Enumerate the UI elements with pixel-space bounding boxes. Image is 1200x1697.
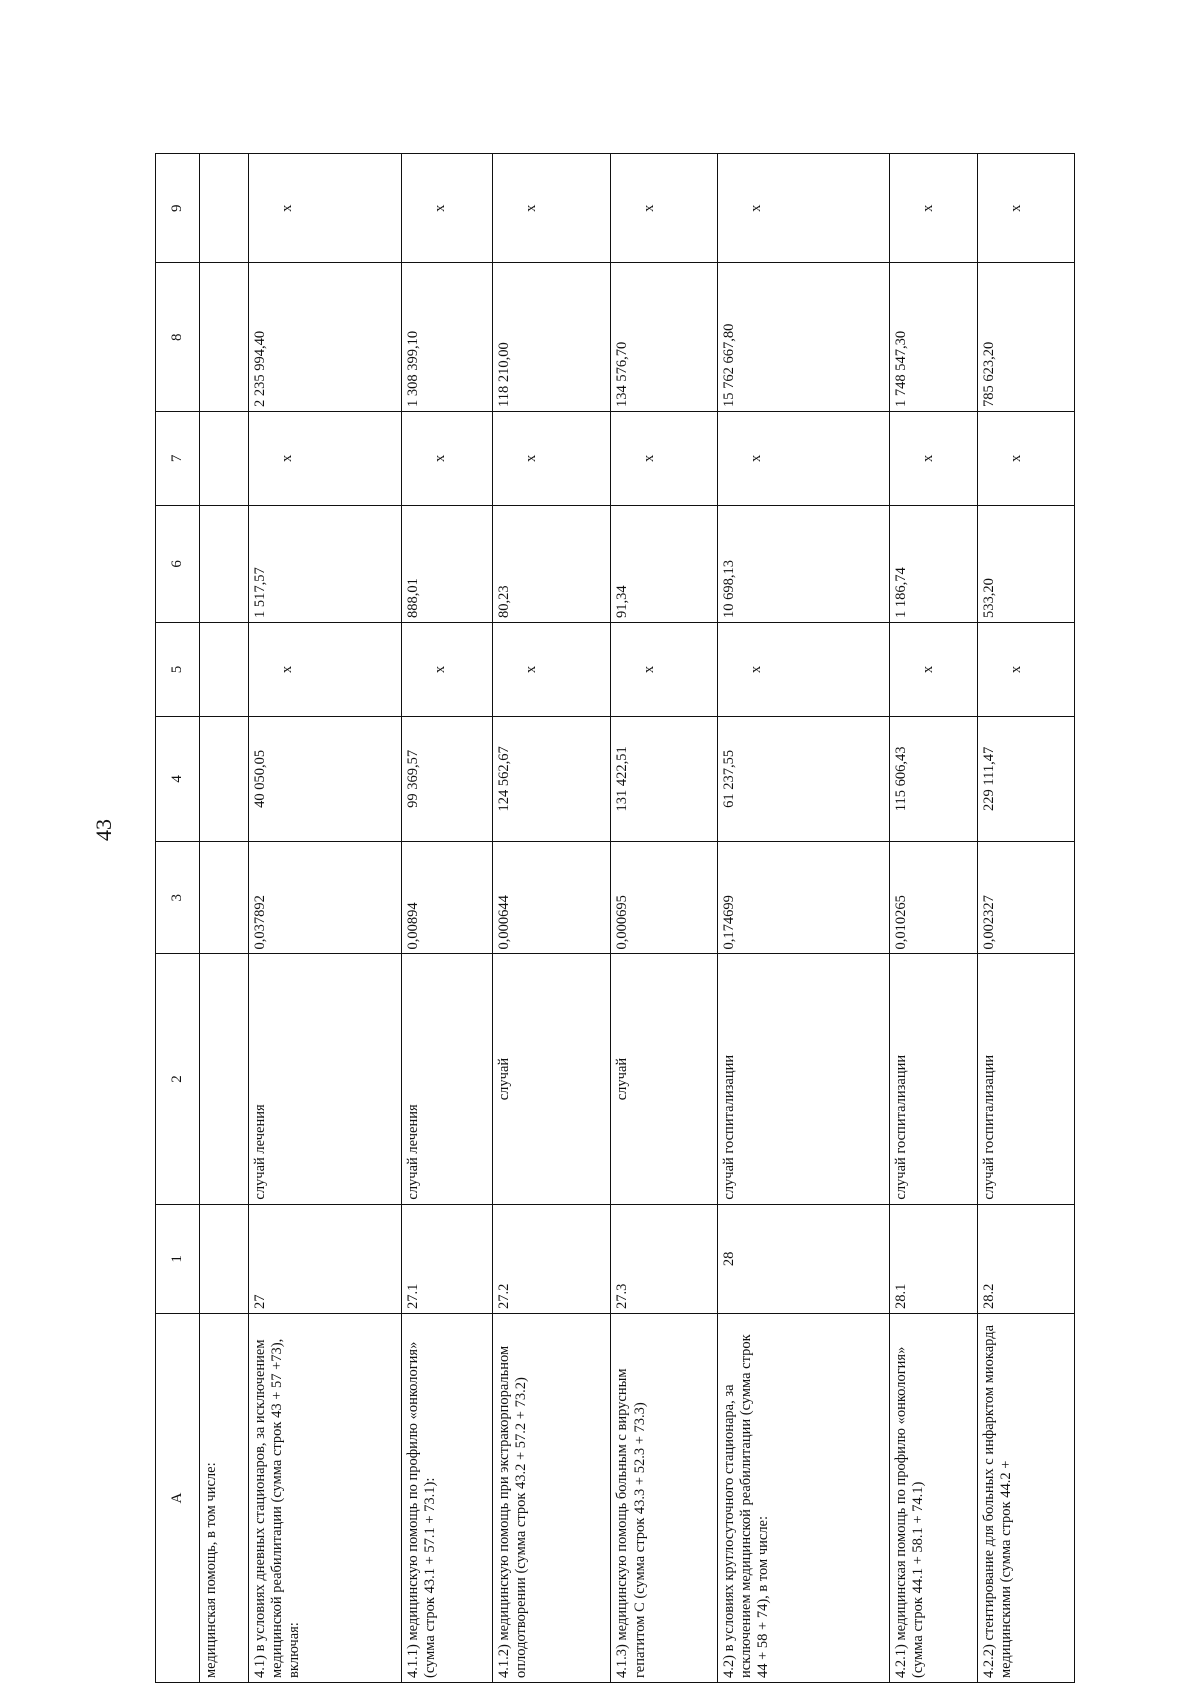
cell-col-4: 40 050,05 (248, 716, 401, 841)
cell-col-2: случай (611, 954, 718, 1204)
cell-col-8: 785 623,20 (978, 263, 1075, 412)
table-row (889, 154, 978, 1683)
row-label: 4.1.2) медицинскую помощь при экстракорпоральном оплодотворении (сумма строк 43.2 + 57.2 + 73.2) (492, 1314, 611, 1683)
cell-col-2: случай лечения (248, 954, 401, 1204)
cell-col-4 (200, 716, 248, 841)
table-row (718, 154, 889, 1683)
cell-col-9: х (978, 154, 1075, 263)
cell-col-8: 2 235 994,40 (248, 263, 401, 412)
header-cell-2: 2 (156, 954, 200, 1204)
cell-col-6: 91,34 (611, 505, 718, 622)
table-row (200, 154, 248, 1683)
row-label: 4.2) в условиях круглосуточного стационара, за исключением медицинской реабилитации (сумма строк 44 + 58 + 74), в том числе: (718, 1314, 889, 1683)
row-label: 4.1.1) медицинскую помощь по профилю «онкология» (сумма строк 43.1 + 57.1 + 73.1): (401, 1314, 492, 1683)
page-number: 43 (91, 819, 116, 841)
cell-col-5: х (401, 623, 492, 717)
cell-col-5: х (718, 623, 889, 717)
cell-col-1: 27.1 (401, 1204, 492, 1313)
cell-col-7: х (611, 412, 718, 506)
cell-col-1: 28 (718, 1204, 889, 1313)
row-label: 4.1.3) медицинскую помощь больным с вирусным гепатитом С (сумма строк 43.3 + 52.3 + 73.3) (611, 1314, 718, 1683)
cell-col-3: 0,000644 (492, 841, 611, 954)
cell-col-2: случай госпитализации (889, 954, 978, 1204)
cell-col-1: 27.2 (492, 1204, 611, 1313)
cell-col-3 (200, 841, 248, 954)
header-cell-1: 1 (156, 1204, 200, 1313)
cell-col-2 (200, 954, 248, 1204)
cell-col-1: 27 (248, 1204, 401, 1313)
cell-col-8: 1 308 399,10 (401, 263, 492, 412)
cell-col-4: 61 237,55 (718, 716, 889, 841)
table-header-row (156, 154, 200, 1683)
row-label: 4.2.2) стентирование для больных с инфарктом миокарда медицинскими (сумма строк 44.2 + (978, 1314, 1075, 1683)
row-label: 4.2.1) медицинская помощь по профилю «онкология» (сумма строк 44.1 + 58.1 + 74.1) (889, 1314, 978, 1683)
cell-col-9: х (492, 154, 611, 263)
header-cell-9: 9 (156, 154, 200, 263)
cell-col-2: случай госпитализации (718, 954, 889, 1204)
cell-col-7: х (889, 412, 978, 506)
cell-col-1: 28.1 (889, 1204, 978, 1313)
header-cell-4: 4 (156, 716, 200, 841)
cell-col-5: х (978, 623, 1075, 717)
cell-col-9 (200, 154, 248, 263)
cell-col-8: 1 748 547,30 (889, 263, 978, 412)
cell-col-7: х (492, 412, 611, 506)
table-row (978, 154, 1075, 1683)
table-row (611, 154, 718, 1683)
cell-col-4: 131 422,51 (611, 716, 718, 841)
cell-col-3: 0,002327 (978, 841, 1075, 954)
cell-col-2: случай лечения (401, 954, 492, 1204)
cell-col-6: 888,01 (401, 505, 492, 622)
cell-col-5 (200, 623, 248, 717)
cell-col-1 (200, 1204, 248, 1313)
cell-col-6: 10 698,13 (718, 505, 889, 622)
cell-col-8: 15 762 667,80 (718, 263, 889, 412)
cell-col-3: 0,174699 (718, 841, 889, 954)
cell-col-6: 1 517,57 (248, 505, 401, 622)
cell-col-3: 0,000695 (611, 841, 718, 954)
row-label: медицинская помощь, в том числе: (200, 1314, 248, 1683)
cell-col-9: х (401, 154, 492, 263)
header-cell-6: 6 (156, 505, 200, 622)
table-row (248, 154, 401, 1683)
cell-col-7 (200, 412, 248, 506)
cell-col-2: случай госпитализации (978, 954, 1075, 1204)
cell-col-4: 115 606,43 (889, 716, 978, 841)
cell-col-5: х (611, 623, 718, 717)
cell-col-6: 1 186,74 (889, 505, 978, 622)
header-cell-8: 8 (156, 263, 200, 412)
cell-col-3: 0,010265 (889, 841, 978, 954)
cell-col-4: 124 562,67 (492, 716, 611, 841)
data-table-rotated (155, 153, 1075, 1683)
header-cell-7: 7 (156, 412, 200, 506)
header-cell-3: 3 (156, 841, 200, 954)
cell-col-6 (200, 505, 248, 622)
cell-col-2: случай (492, 954, 611, 1204)
cell-col-6: 533,20 (978, 505, 1075, 622)
cell-col-4: 229 111,47 (978, 716, 1075, 841)
header-cell-a: A (156, 1314, 200, 1683)
cell-col-5: х (492, 623, 611, 717)
cell-col-7: х (401, 412, 492, 506)
row-label: 4.1) в условиях дневных стационаров, за исключением медицинской реабилитации (сумма строк 43 + 57 +73), включая: (248, 1314, 401, 1683)
data-table (155, 153, 1075, 1683)
cell-col-7: х (248, 412, 401, 506)
header-cell-5: 5 (156, 623, 200, 717)
cell-col-6: 80,23 (492, 505, 611, 622)
cell-col-7: х (718, 412, 889, 506)
cell-col-8: 118 210,00 (492, 263, 611, 412)
cell-col-8: 134 576,70 (611, 263, 718, 412)
cell-col-9: х (889, 154, 978, 263)
cell-col-9: х (611, 154, 718, 263)
cell-col-7: х (978, 412, 1075, 506)
cell-col-3: 0,037892 (248, 841, 401, 954)
cell-col-8 (200, 263, 248, 412)
cell-col-1: 27.3 (611, 1204, 718, 1313)
table-row (492, 154, 611, 1683)
cell-col-9: х (718, 154, 889, 263)
cell-col-4: 99 369,57 (401, 716, 492, 841)
table-row (401, 154, 492, 1683)
cell-col-9: х (248, 154, 401, 263)
cell-col-5: х (248, 623, 401, 717)
cell-col-3: 0,00894 (401, 841, 492, 954)
cell-col-1: 28.2 (978, 1204, 1075, 1313)
cell-col-5: х (889, 623, 978, 717)
